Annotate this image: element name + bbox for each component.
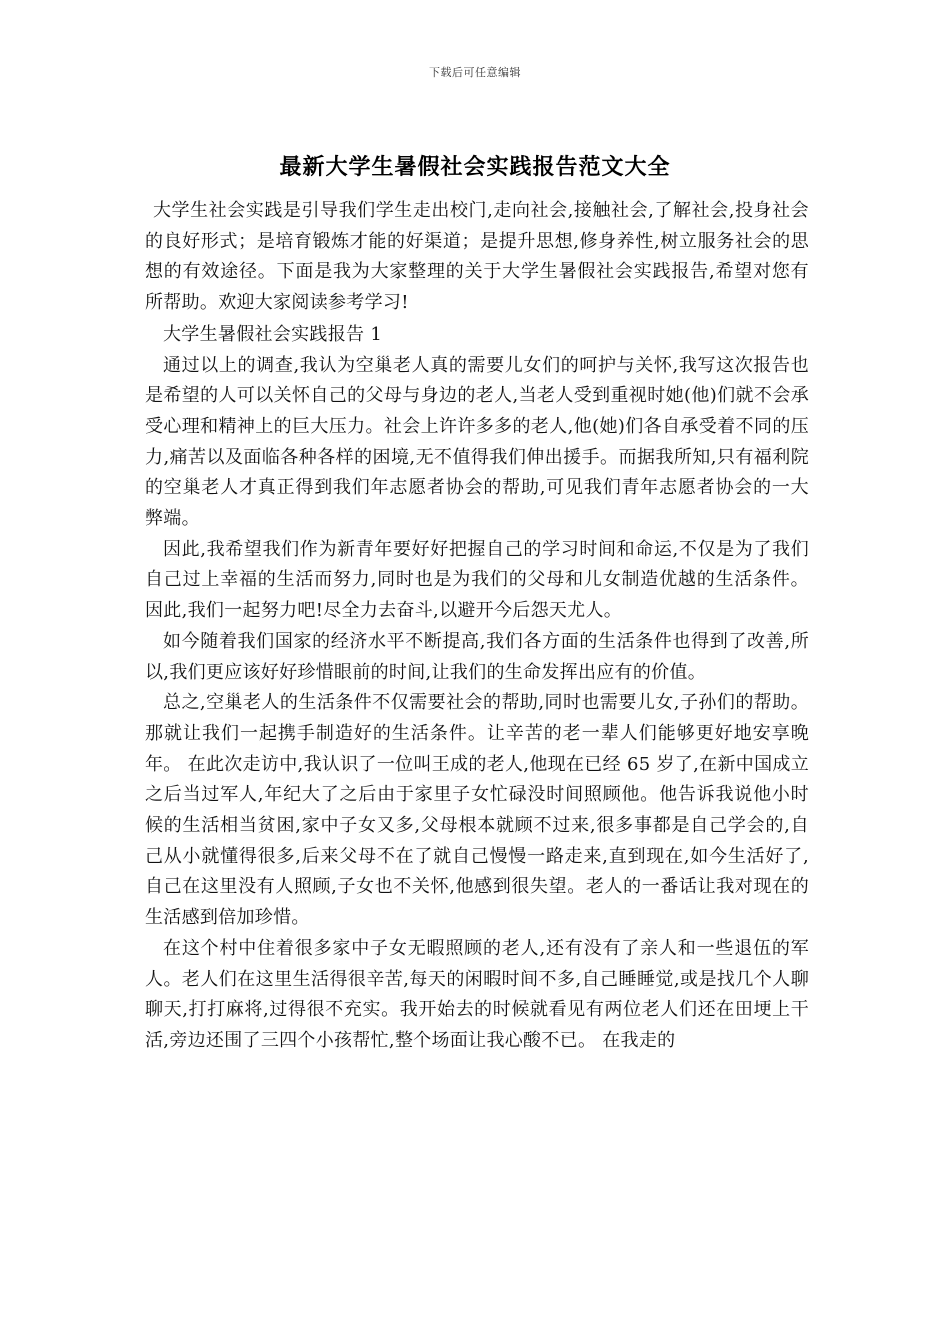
header-note: 下载后可任意编辑 — [429, 66, 521, 79]
body-paragraph: 总之,空巢老人的生活条件不仅需要社会的帮助,同时也需要儿女,子孙们的帮助。那就让我们一起携手制造好的生活条件。让辛苦的老一辈人们能够更好地安享晚年。 在此次走访中,我认识了一位叫王成的老人,他现在已经 65 岁了,在新中国成立之后当过军人,年纪大了之后由于家里子女忙碌没时间照顾他。他告诉我说他小时候的生活相当贫困,家中子女又多,父母根本就顾不过来,很多事都是自己学会的,自己从小就懂得很多,后来父母不在了就自己慢慢一路走来,直到现在,如今生活好了,自己在这里没有人照顾,子女也不关怀,他感到很失望。老人的一番话让我对现在的生活感到倍加珍惜。 — [145, 692, 809, 929]
body-paragraph: 如今随着我们国家的经济水平不断提高,我们各方面的生活条件也得到了改善,所以,我们更应该好好珍惜眼前的时间,让我们的生命发挥出应有的价值。 — [145, 630, 809, 683]
intro-paragraph: 大学生社会实践是引导我们学生走出校门,走向社会,接触社会,了解社会,投身社会的良好形式；是培育锻炼才能的好渠道；是提升思想,修身养性,树立服务社会的思想的有效途径。下面是我为大家整理的关于大学生暑假社会实践报告,希望对您有所帮助。欢迎大家阅读参考学习! — [145, 200, 809, 314]
body-paragraph: 通过以上的调查,我认为空巢老人真的需要儿女们的呵护与关怀,我写这次报告也是希望的人可以关怀自己的父母与身边的老人,当老人受到重视时她(他)们就不会承受心理和精神上的巨大压力。社会上许许多多的老人,他(她)们各自承受着不同的压力,痛苦以及面临各种各样的困境,无不值得我们伸出援手。而据我所知,只有福利院的空巢老人才真正得到我们年志愿者协会的帮助,可见我们青年志愿者协会的一大弊端。 — [145, 354, 809, 530]
document-body — [145, 196, 809, 1057]
body-paragraph: 在这个村中住着很多家中子女无暇照顾的老人,还有没有了亲人和一些退伍的军人。老人们在这里生活得很辛苦,每天的闲暇时间不多,自己睡睡觉,或是找几个人聊聊天,打打麻将,过得很不充实。我开始去的时候就看见有两位老人们还在田埂上干活,旁边还围了三四个小孩帮忙,整个场面让我心酸不已。 在我走的 — [145, 937, 809, 1051]
body-paragraph: 因此,我希望我们作为新青年要好好把握自己的学习时间和命运,不仅是为了我们自己过上幸福的生活而努力,同时也是为我们的父母和儿女制造优越的生活条件。因此,我们一起努力吧!尽全力去奋斗,以避开今后怨天尤人。 — [145, 538, 809, 622]
section-heading: 大学生暑假社会实践报告 1 — [163, 323, 383, 345]
document-title: 最新大学生暑假社会实践报告范文大全 — [279, 155, 671, 180]
